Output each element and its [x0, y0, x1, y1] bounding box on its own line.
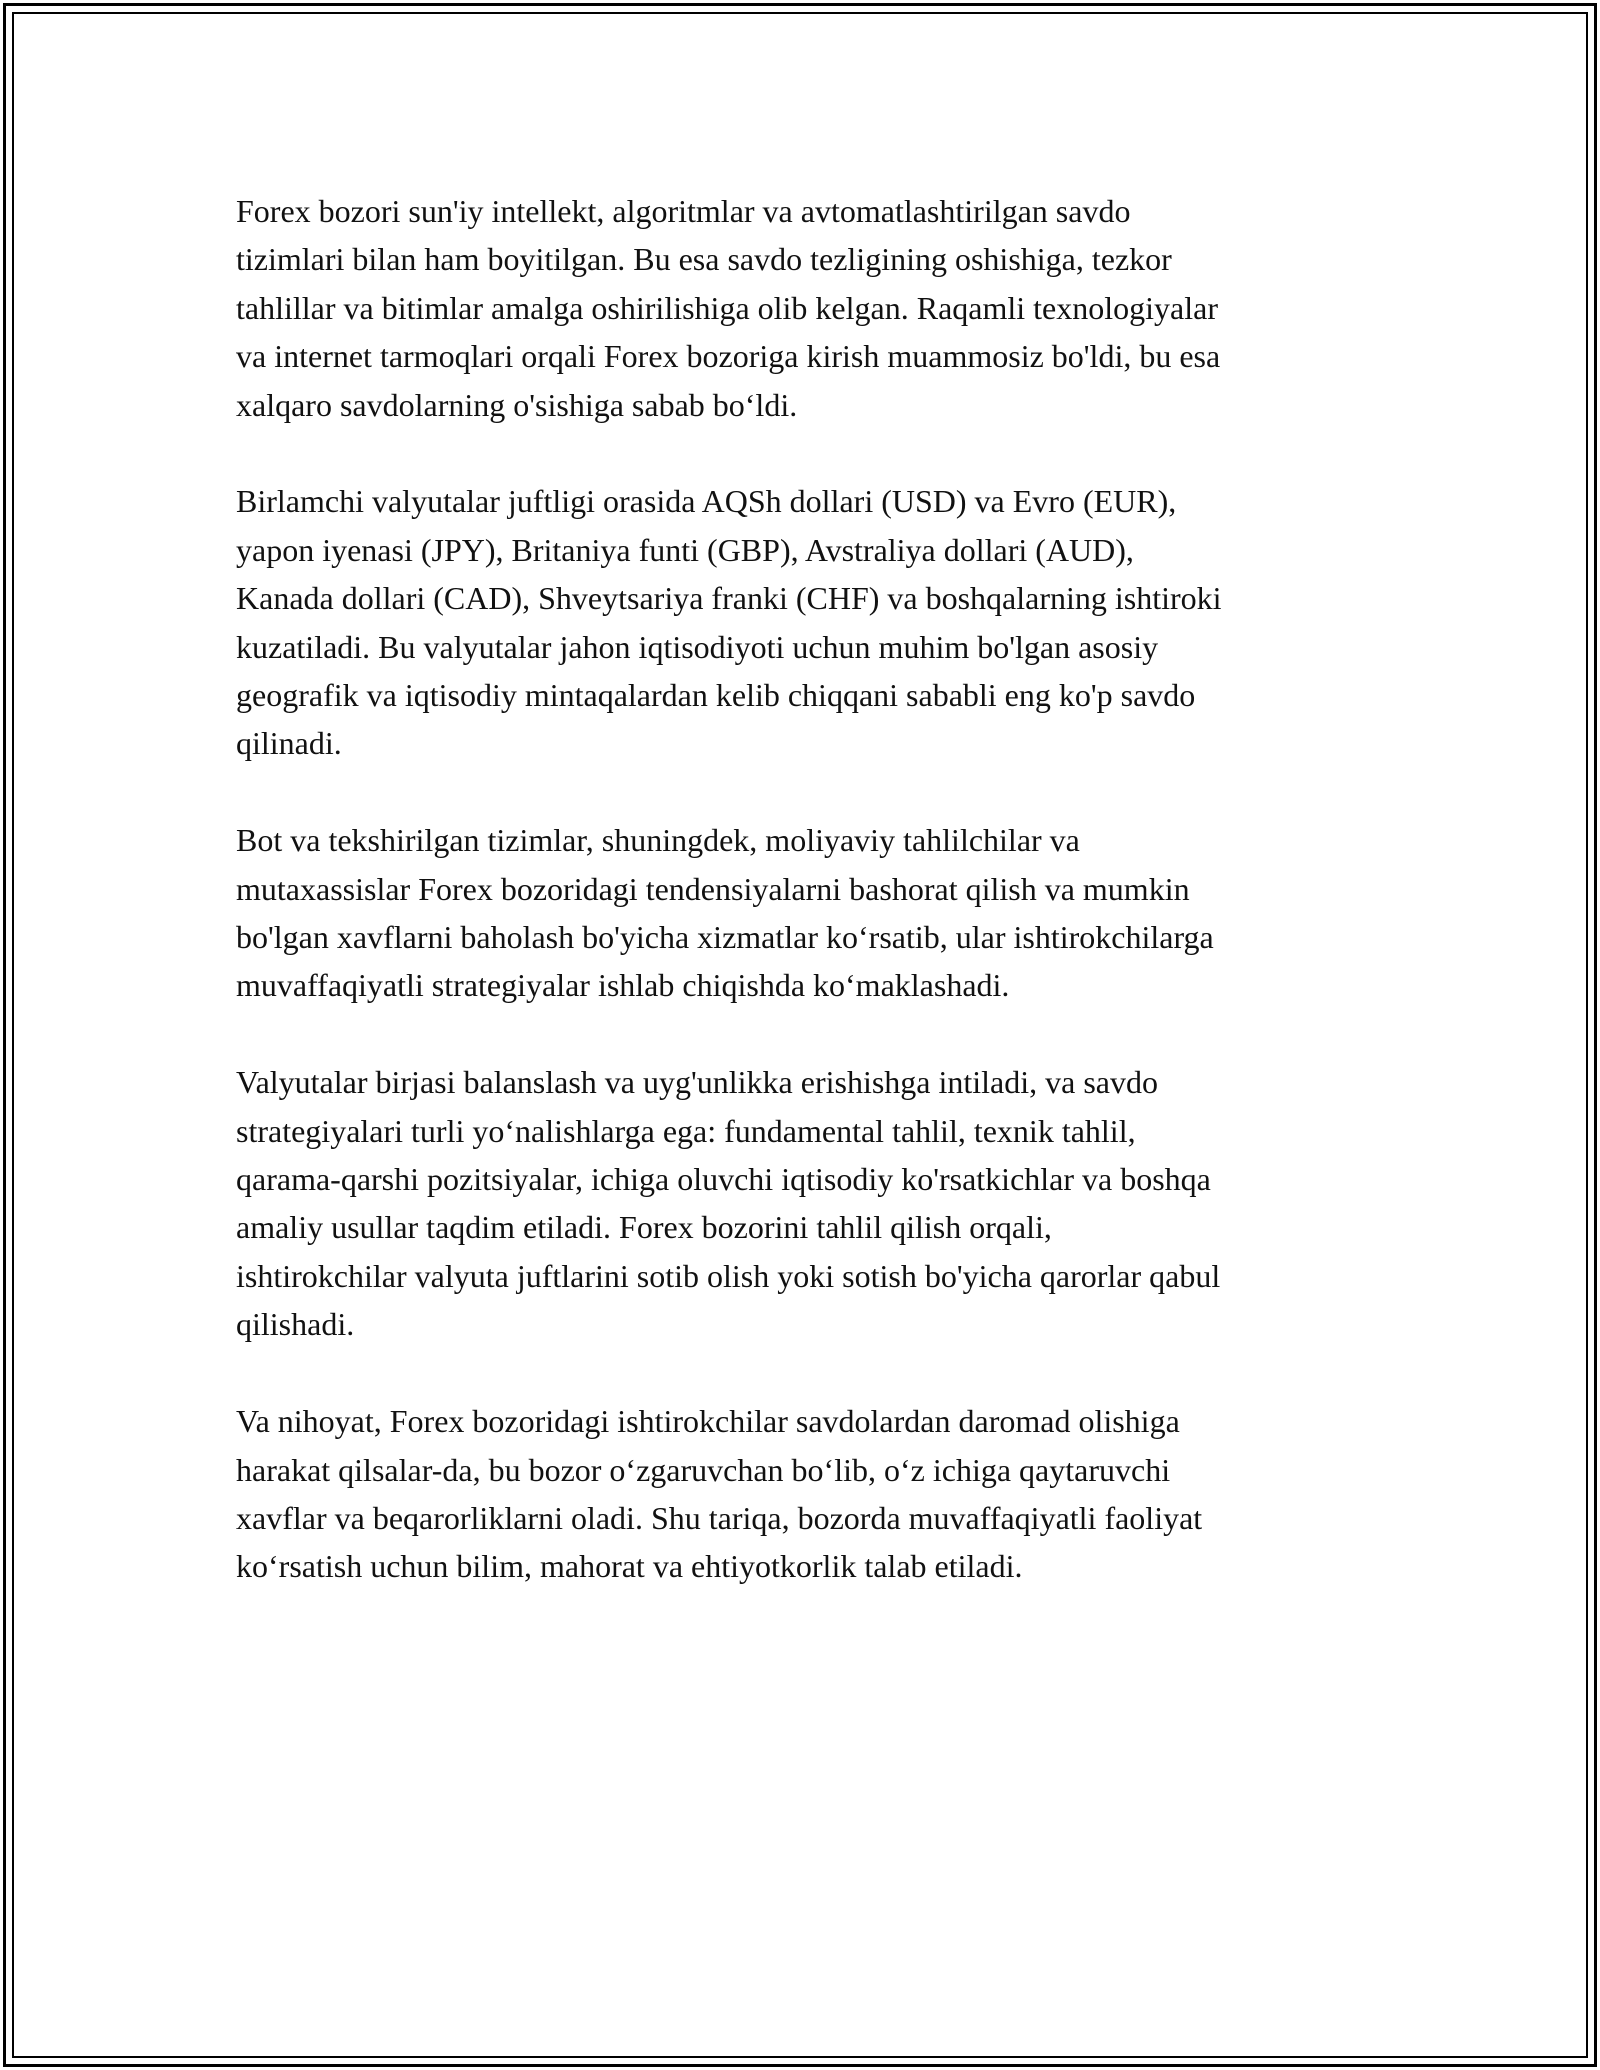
text-line: xalqaro savdolarning o'sishiga sabab bo‘ldi. — [236, 386, 798, 423]
text-line: Kanada dollari (CAD), Shveytsariya franki (CHF) va boshqalarning ishtiroki — [236, 580, 1222, 617]
paragraph-1 — [236, 187, 1381, 429]
text-line: Forex bozori sun'iy intellekt, algoritmlar va avtomatlashtirilgan savdo — [236, 193, 1131, 229]
text-line: Va nihoyat, Forex bozoridagi ishtirokchilar savdolardan daromad olishiga — [236, 1403, 1180, 1440]
text-line: amaliy usullar taqdim etiladi. Forex bozorini tahlil qilish orqali, — [236, 1209, 1052, 1246]
paragraph-5 — [236, 1397, 1381, 1591]
text-line: xavflar va beqarorliklarni oladi. Shu tariqa, bozorda muvaffaqiyatli faoliyat — [236, 1499, 1203, 1536]
text-line: ishtirokchilar valyuta juftlarini sotib olish yoki sotish bo'yicha qarorlar qabul — [236, 1257, 1221, 1294]
text-line: qilinadi. — [236, 725, 342, 762]
text-line: qilishadi. — [236, 1306, 355, 1343]
text-line: Valyutalar birjasi balanslash va uyg'unlikka erishishga intiladi, va savdo — [236, 1064, 1158, 1101]
text-line: muvaffaqiyatli strategiyalar ishlab chiqishda ko‘maklashadi. — [236, 967, 1010, 1004]
text-line: Bot va tekshirilgan tizimlar, shuningdek, moliyaviy tahlilchilar va — [236, 822, 1080, 859]
text-line: qarama-qarshi pozitsiyalar, ichiga oluvchi iqtisodiy ko'rsatkichlar va boshqa — [236, 1161, 1211, 1198]
paragraph-4 — [236, 1058, 1381, 1348]
text-line: tizimlari bilan ham boyitilgan. Bu esa savdo tezligining oshishiga, tezkor — [236, 241, 1172, 278]
text-line: Birlamchi valyutalar juftligi orasida AQSh dollari (USD) va Evro (EUR), — [236, 483, 1177, 520]
text-line: geografik va iqtisodiy mintaqalardan kelib chiqqani sababli eng ko'p savdo — [236, 677, 1196, 714]
text-line: kuzatiladi. Bu valyutalar jahon iqtisodiyoti uchun muhim bo'lgan asosiy — [236, 628, 1159, 665]
paragraph-3 — [236, 816, 1381, 1010]
text-line: strategiyalari turli yo‘nalishlarga ega: fundamental tahlil, texnik tahlil, — [236, 1112, 1136, 1149]
text-line: harakat qilsalar-da, bu bozor o‘zgaruvchan bo‘lib, o‘z ichiga qaytaruvchi — [236, 1451, 1171, 1488]
text-line: bo'lgan xavflarni baholash bo'yicha xizmatlar ko‘rsatib, ular ishtirokchilarga — [236, 919, 1214, 956]
paragraph-2 — [236, 477, 1381, 767]
text-line: va internet tarmoqlari orqali Forex bozoriga kirish muammosiz bo'ldi, bu esa — [236, 338, 1221, 375]
document-body — [236, 187, 1381, 1639]
text-line: yapon iyenasi (JPY), Britaniya funti (GBP), Avstraliya dollari (AUD), — [236, 531, 1134, 568]
text-line: mutaxassislar Forex bozoridagi tendensiyalarni bashorat qilish va mumkin — [236, 870, 1190, 907]
text-line: ko‘rsatish uchun bilim, mahorat va ehtiyotkorlik talab etiladi. — [236, 1548, 1023, 1585]
text-line: tahlillar va bitimlar amalga oshirilishiga olib kelgan. Raqamli texnologiyalar — [236, 289, 1218, 326]
